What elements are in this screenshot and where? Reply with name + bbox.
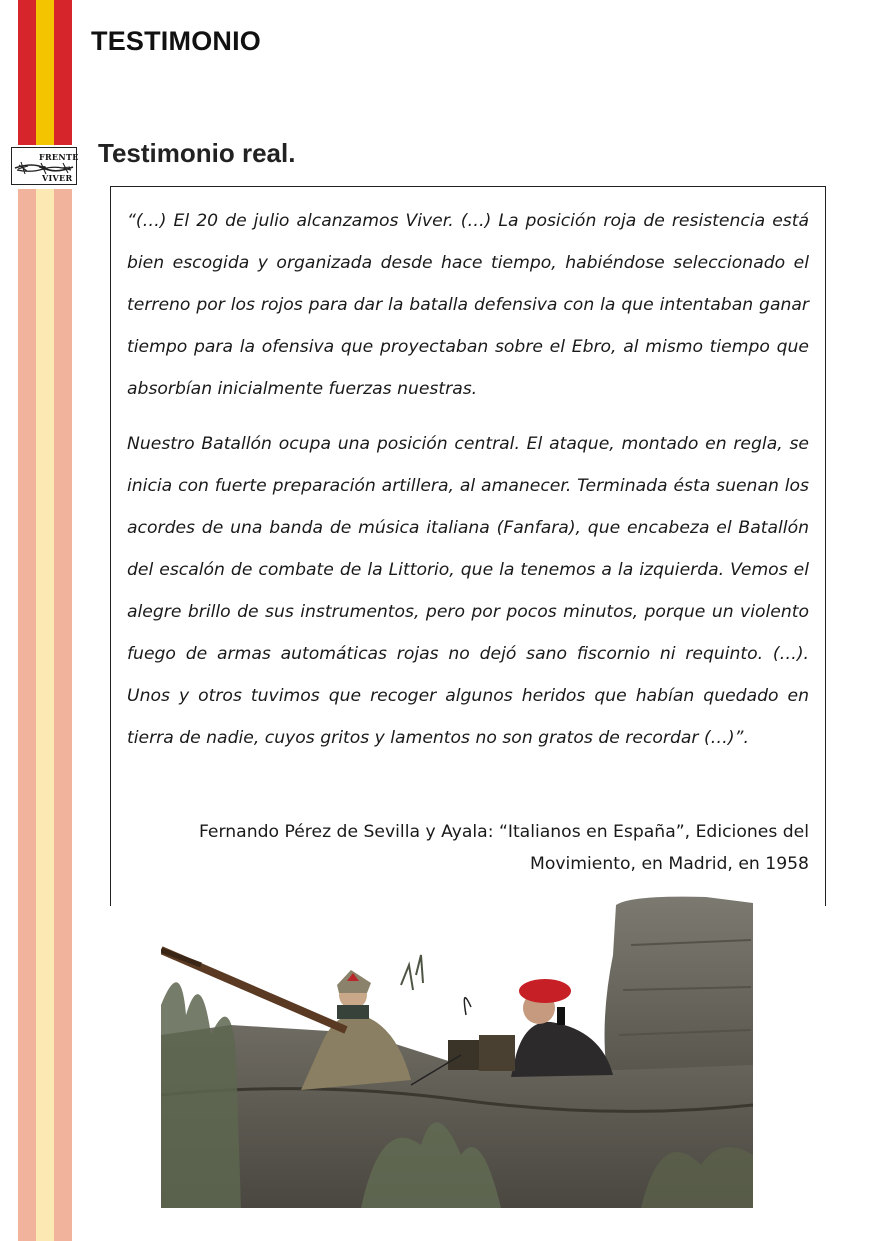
flag-stripe-red-right <box>54 0 72 145</box>
pale-stripe-cream <box>36 189 54 1241</box>
reenactment-photo <box>161 895 753 1208</box>
flag-stripe-yellow <box>36 0 54 145</box>
pale-stripe-pink-right <box>54 189 72 1241</box>
testimony-quote <box>127 200 809 759</box>
quote-paragraph-1: “(…) El 20 de julio alcanzamos Viver. (…) La posición roja de resistencia está bien escogida y organizada desde hace tiempo, habiéndose seleccionado el terreno por los rojos para dar la batalla defensiva con la que intentaban ganar tiempo para la ofensiva que proyectaban sobre el Ebro, al mismo tiempo que absorbían inicialmente fuerzas nuestras. <box>127 211 809 399</box>
frente-viver-logo <box>11 147 77 185</box>
logo-text-top: FRENTE <box>39 152 79 162</box>
flag-stripe-red-left <box>18 0 36 145</box>
citation-line-1: Fernando Pérez de Sevilla y Ayala: “Italianos en España”, Ediciones del <box>198 822 809 842</box>
citation-line-2: Movimiento, en Madrid, en 1958 <box>529 854 809 874</box>
quote-paragraph-2: Nuestro Batallón ocupa una posición central. El ataque, montado en regla, se inicia con fuerte preparación artillera, al amanecer. Terminada ésta suenan los acordes de una banda de música italiana (Fanfara), que encabeza el Batallón del escalón de combate de la Littorio, que la tenemos a la izquierda. Vemos el alegre brillo de sus instrumentos, pero por pocos minutos, porque un violento fuego de armas automáticas rojas no dejó sano fiscornio ni requinto. (…). Unos y otros tuvimos que recoger algunos heridos que habían quedado en tierra de nadie, cuyos gritos y lamentos no son gratos de recordar (…)”. <box>127 434 809 748</box>
page-subtitle: Testimonio real. <box>98 138 296 168</box>
pale-stripe-pink-left <box>18 189 36 1241</box>
quote-citation <box>127 816 809 880</box>
photo-illustration <box>161 895 753 1208</box>
section-title: TESTIMONIO <box>91 26 261 56</box>
logo-text-bottom: VIVER <box>42 173 73 183</box>
